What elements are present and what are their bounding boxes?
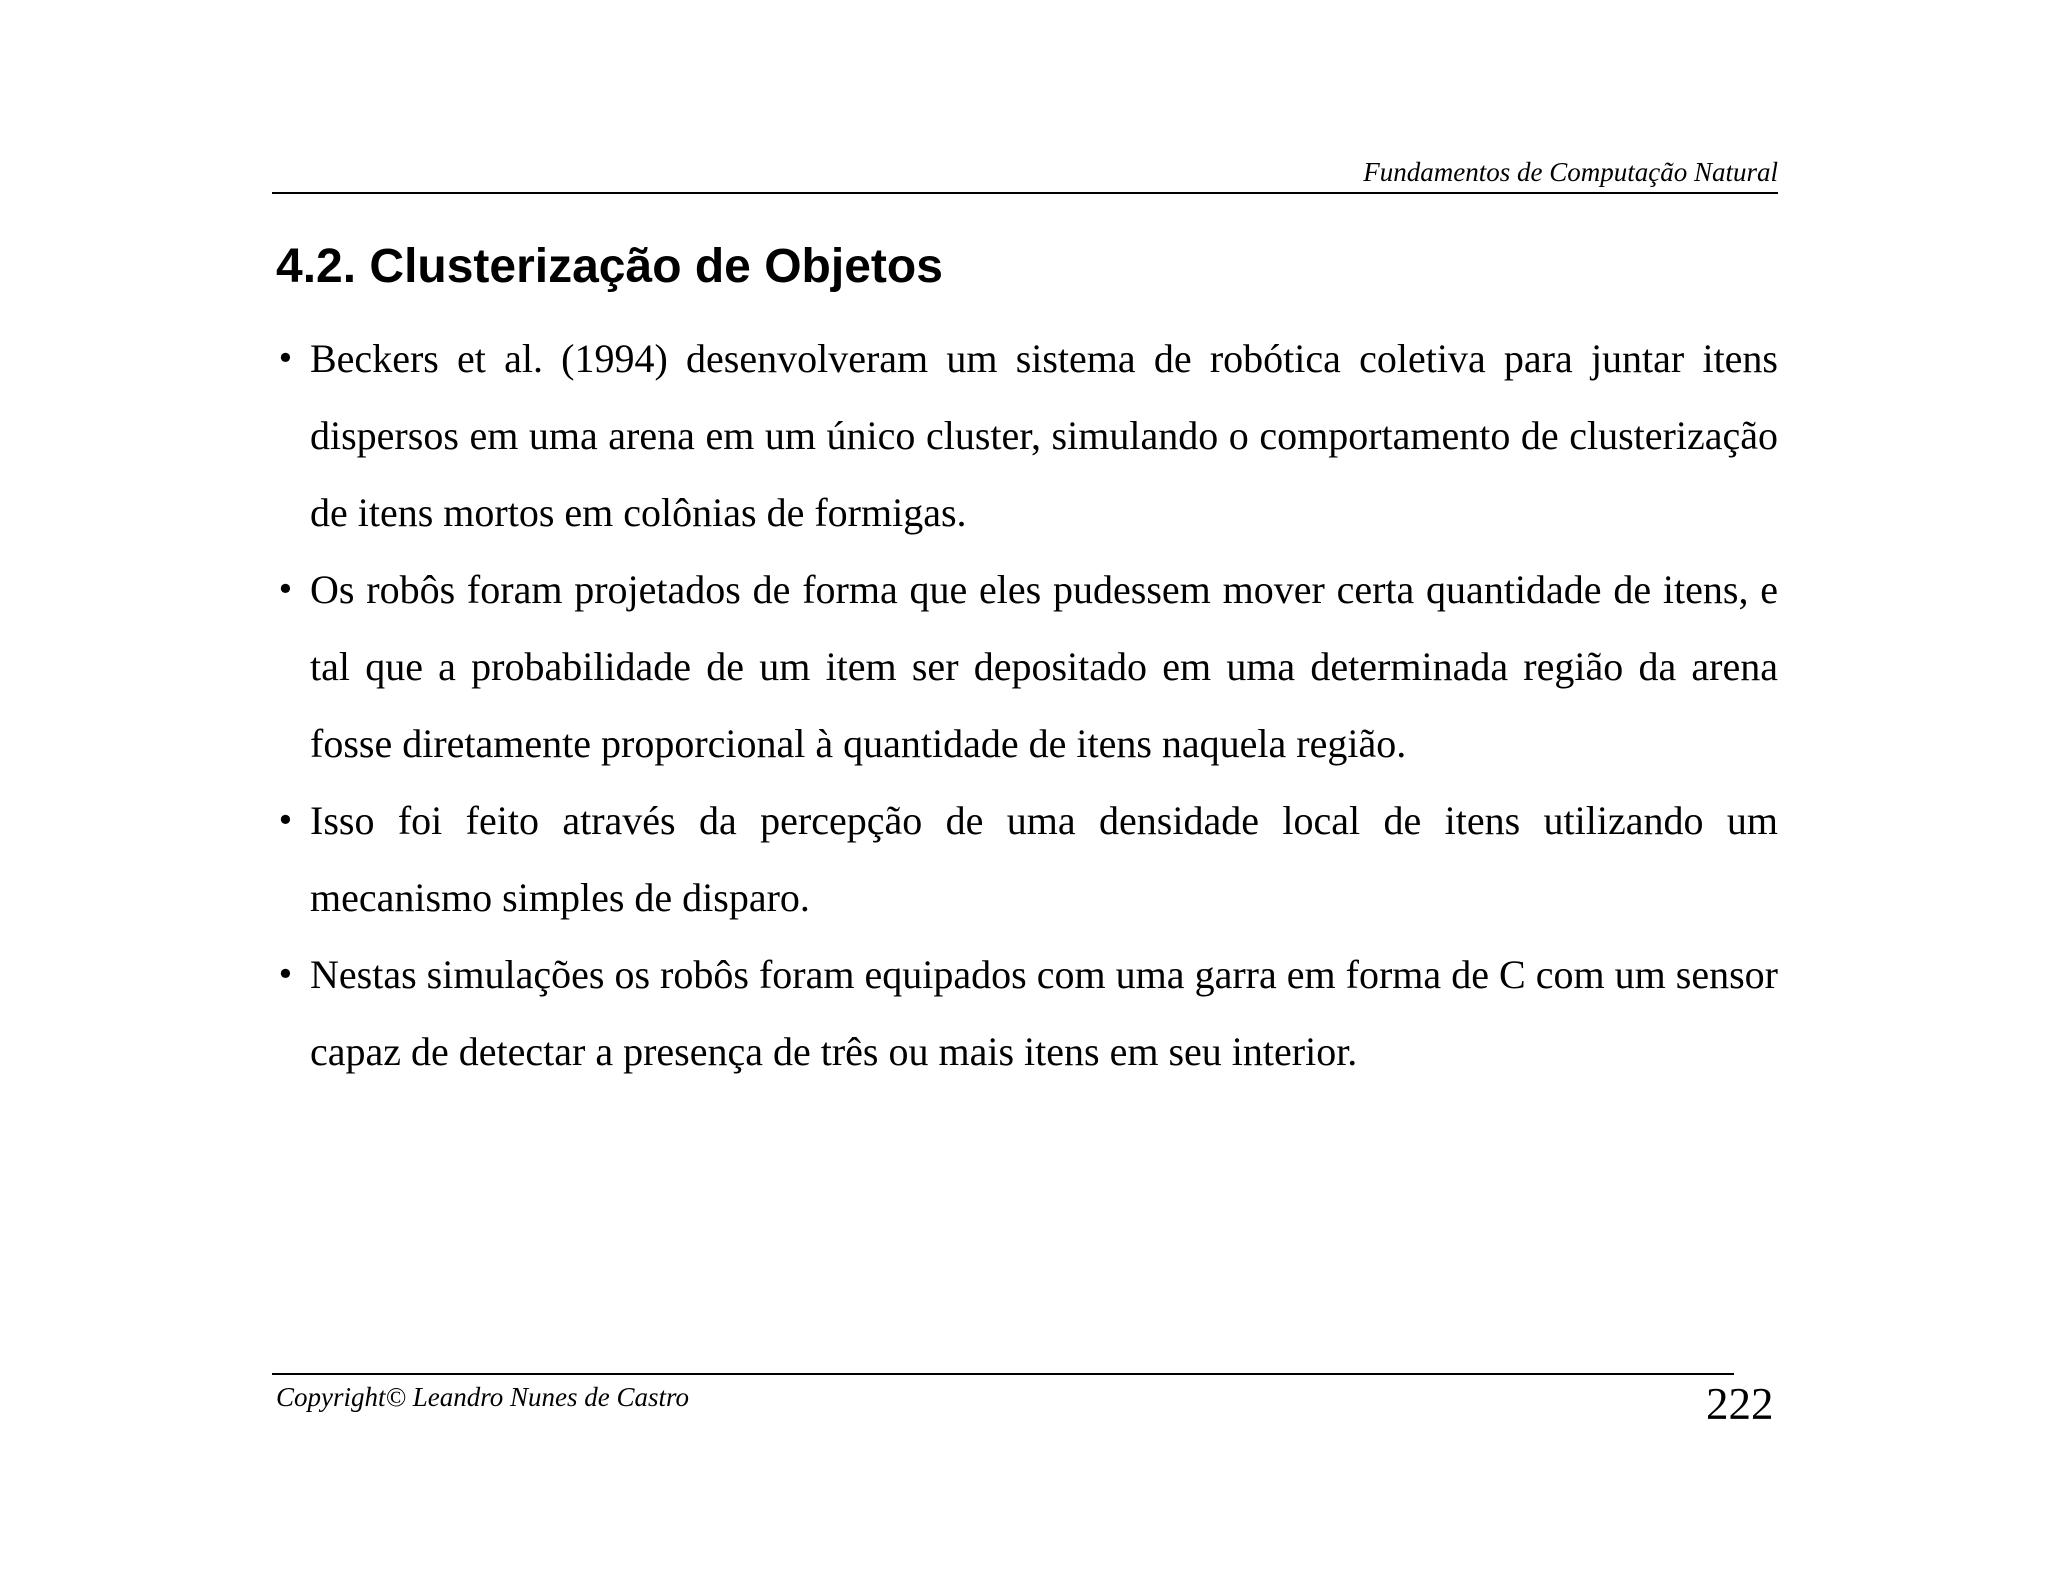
bullet-marker: • [276, 570, 295, 608]
bullet-text: Nestas simulações os robôs foram equipados com uma garra em forma de C com um sensor capaz de detectar a presença de três ou mais itens em seu interior. [310, 952, 1778, 1074]
footer [272, 1373, 1734, 1412]
bullet-marker: • [276, 801, 295, 839]
bullet-item-3 [272, 782, 1778, 936]
bullet-marker: • [276, 339, 295, 377]
bullet-text: Os robôs foram projetados de forma que eles pudessem mover certa quantidade de itens, e tal que a probabilidade de um item ser depositado em uma determinada região da arena fosse diretamente proporcional à quantidade de itens naquela região. [310, 567, 1778, 766]
bullet-item-2 [272, 551, 1778, 782]
footer-copyright: Copyright© Leandro Nunes de Castro [276, 1382, 690, 1412]
bullet-marker: • [276, 955, 295, 993]
running-header-title: Fundamentos de Computação Natural [1363, 157, 1778, 187]
section-title: 4.2. Clusterização de Objetos [276, 240, 943, 293]
bullet-list [272, 320, 1778, 1090]
bullet-item-4 [272, 936, 1778, 1090]
bullet-text: Isso foi feito através da percepção de uma densidade local de itens utilizando um mecanismo simples de disparo. [310, 798, 1778, 920]
bullet-item-1 [272, 320, 1778, 551]
page-number: 222 [1706, 1379, 1774, 1429]
running-header [272, 152, 1778, 194]
bullet-text: Beckers et al. (1994) desenvolveram um sistema de robótica coletiva para juntar itens dispersos em uma arena em um único cluster, simulando o comportamento de clusterização de itens mortos em colônias de formigas. [310, 336, 1778, 535]
